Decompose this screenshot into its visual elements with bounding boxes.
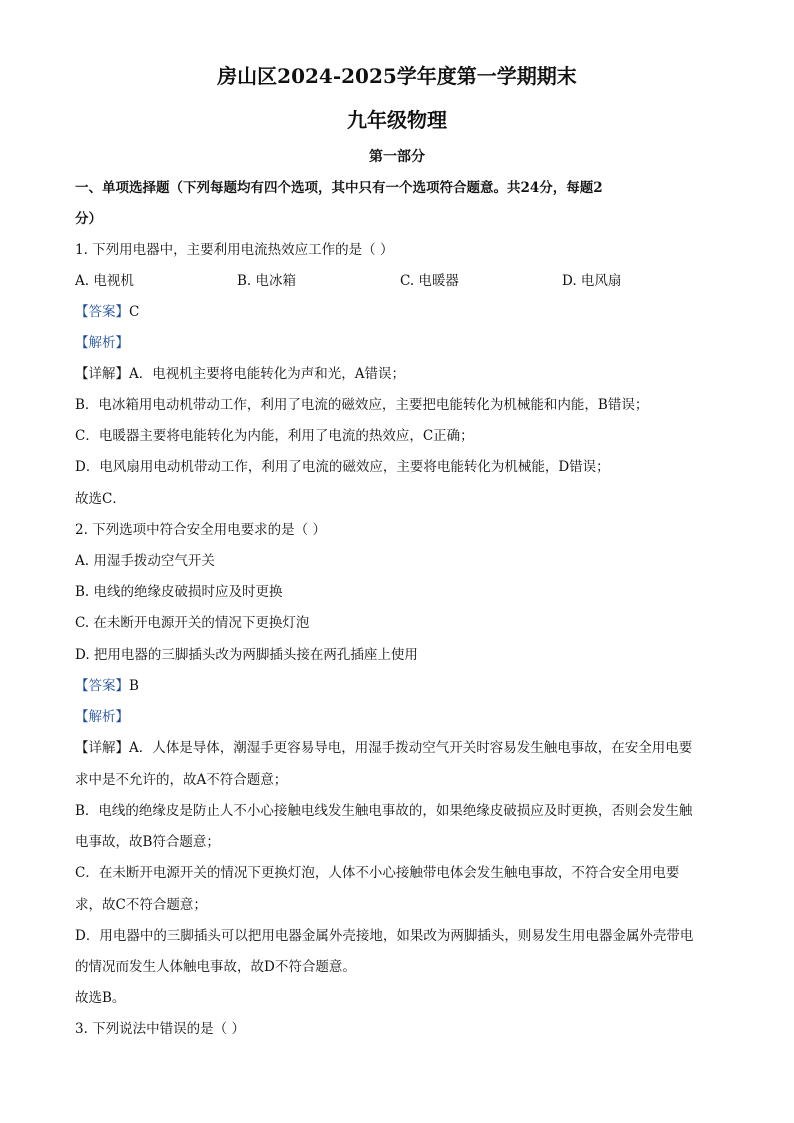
q1-conclusion: 故选C． [75,491,126,507]
question-1-stem: 1. 下列用电器中，主要利用电流热效应工作的是（ ） [75,242,394,258]
answer-tag: 【答案】 [75,678,129,694]
q1-detail-line [75,365,725,383]
detail-text: A．电视机主要将电能转化为声和光，A错误； [129,366,405,382]
q1-answer [75,303,725,321]
q1-option-b: B. 电冰箱 [237,273,297,289]
q1-detail-line: D．电风扇用电动机带动工作，利用了电流的磁效应，主要将电能转化为机械能，D错误； [75,459,610,475]
detail-tag: 【详解】 [75,366,129,382]
q2-detail-line: 求中是不允许的，故A不符合题意； [75,772,288,788]
q2-option-d: D. 把用电器的三脚插头改为两脚插头接在两孔插座上使用 [75,647,418,663]
subject-title: 九年级物理 [347,108,447,132]
answer-value: B [129,678,139,694]
q2-analysis-tag: 【解析】 [75,709,129,725]
q2-detail-line: C．在未断开电源开关的情况下更换灯泡，人体不小心接触带电体会发生触电事故，不符合安全用电要 [75,865,680,881]
q2-option-a: A. 用湿手拨动空气开关 [75,553,215,569]
detail-tag: 【详解】 [75,740,129,756]
q2-detail-line: 求，故C不符合题意； [75,897,207,913]
answer-value: C [129,304,140,320]
q2-option-b: B. 电线的绝缘皮破损时应及时更换 [75,584,283,600]
part-heading: 第一部分 [369,149,425,165]
section-heading-cont: 分） [75,211,102,227]
section-heading: 一、单项选择题（下列每题均有四个选项，其中只有一个选项符合题意。共24分，每题2 [75,180,603,196]
q2-detail-line: D．用电器中的三脚插头可以把用电器金属外壳接地，如果改为两脚插头，则易发生用电器金属外壳带电 [75,928,694,944]
q2-conclusion: 故选B。 [75,990,126,1006]
q1-option-c: C. 电暖器 [400,273,459,289]
q1-detail-line: C．电暖器主要将电能转化为内能，利用了电流的热效应，C正确； [75,428,474,444]
question-2-stem: 2. 下列选项中符合安全用电要求的是（ ） [75,522,326,538]
q1-analysis-tag: 【解析】 [75,335,129,351]
q2-option-c: C. 在未断开电源开关的情况下更换灯泡 [75,615,310,631]
q2-detail-line: 电事故，故B符合题意； [75,834,220,850]
q2-detail-line [75,739,725,757]
q1-option-a: A. 电视机 [75,273,134,289]
q2-answer [75,677,725,695]
detail-text: A．人体是导体，潮湿手更容易导电，用湿手拨动空气开关时容易发生触电事故，在安全用电要 [129,740,693,756]
q1-option-d: D. 电风扇 [562,273,622,289]
q2-detail-line: B．电线的绝缘皮是防止人不小心接触电线发生触电事故的，如果绝缘皮破损应及时更换，否则会发生触 [75,803,693,819]
q1-detail-line: B．电冰箱用电动机带动工作，利用了电流的磁效应，主要把电能转化为机械能和内能，B错误； [75,397,649,413]
question-3-stem: 3. 下列说法中错误的是（ ） [75,1021,245,1037]
answer-tag: 【答案】 [75,304,129,320]
exam-title: 房山区2024-2025学年度第一学期期末 [217,64,577,88]
q2-detail-line: 的情况而发生人体触电事故，故D不符合题意。 [75,959,356,975]
